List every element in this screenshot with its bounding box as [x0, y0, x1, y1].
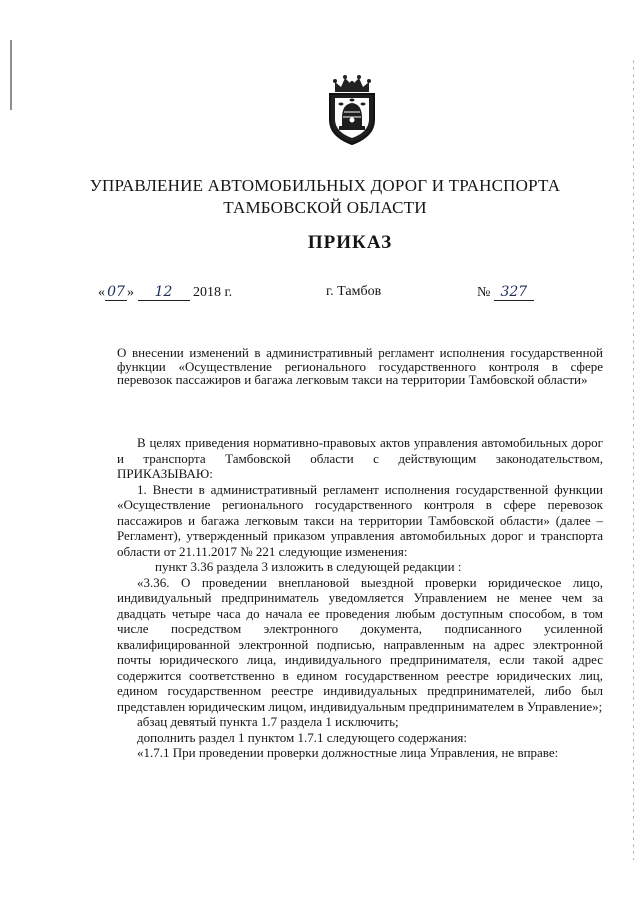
body-paragraph: абзац девятый пункта 1.7 раздела 1 исключить;	[137, 714, 399, 729]
order-body	[117, 435, 603, 761]
date-open-quote: «	[98, 285, 105, 300]
order-year: 2018 г.	[193, 285, 233, 300]
tambov-region-coat-of-arms-icon	[325, 74, 379, 146]
organization-name-line1: УПРАВЛЕНИЕ АВТОМОБИЛЬНЫХ ДОРОГ И ТРАНСПОРТА	[89, 176, 561, 195]
order-day: 07	[105, 284, 127, 301]
order-number-value: 327	[494, 284, 534, 301]
order-month: 12	[138, 284, 190, 301]
order-number	[477, 284, 534, 301]
scan-edge-mark	[633, 60, 634, 860]
body-paragraph: В целях приведения нормативно-правовых актов управления автомобильных дорог и транспорта Тамбовской области с действующим законодательством, ПРИКАЗЫВАЮ:	[117, 435, 603, 481]
scan-edge-mark	[10, 40, 12, 110]
order-city: г. Тамбов	[326, 284, 382, 299]
organization-name-line2: ТАМБОВСКОЙ ОБЛАСТИ	[223, 198, 427, 217]
body-paragraph: 1. Внести в административный регламент исполнения государственной функции «Осуществление регионального государственного контроля в сфере перевозок пассажиров и багажа легковым такси на территории Тамбовской области» (далее – Регламент), утвержденный приказом управления автомобильных дорог и транспорта области от 21.11.2017 № 221 следующие изменения:	[117, 481, 603, 559]
date-close-quote: »	[127, 285, 134, 300]
order-number-label: №	[477, 285, 491, 300]
order-subject: О внесении изменений в административный регламент исполнения государственной функции «Осуществление регионального государственного контроля в сфере перевозок пассажиров и багажа легковым такси на территории Тамбовской области»	[117, 345, 603, 387]
body-paragraph: пункт 3.36 раздела 3 изложить в следующей редакции :	[155, 559, 462, 574]
order-date	[98, 284, 232, 301]
body-paragraph: «3.36. О проведении внеплановой выездной проверки юридическое лицо, индивидуальный предприниматель уведомляется Управлением не менее чем за двадцать четыре часа до начала ее проведения любым доступным способом, в том числе посредством электронного документа, подписанного усиленной квалифицированной электронной подписью, направленным на адрес электронной почты юридического лица, индивидуального предпринимателя, если такой адрес содержится соответственно в едином государственном реестре юридических лиц, едином государственном реестре индивидуальных предпринимателей, либо был представлен юридическим лицом, индивидуальным предпринимателем в Управление»;	[117, 574, 603, 714]
document-title: ПРИКАЗ	[307, 232, 393, 253]
body-paragraph: дополнить раздел 1 пунктом 1.7.1 следующего содержания:	[137, 729, 468, 745]
body-paragraph: «1.7.1 При проведении проверки должностные лица Управления, не вправе:	[137, 745, 559, 760]
